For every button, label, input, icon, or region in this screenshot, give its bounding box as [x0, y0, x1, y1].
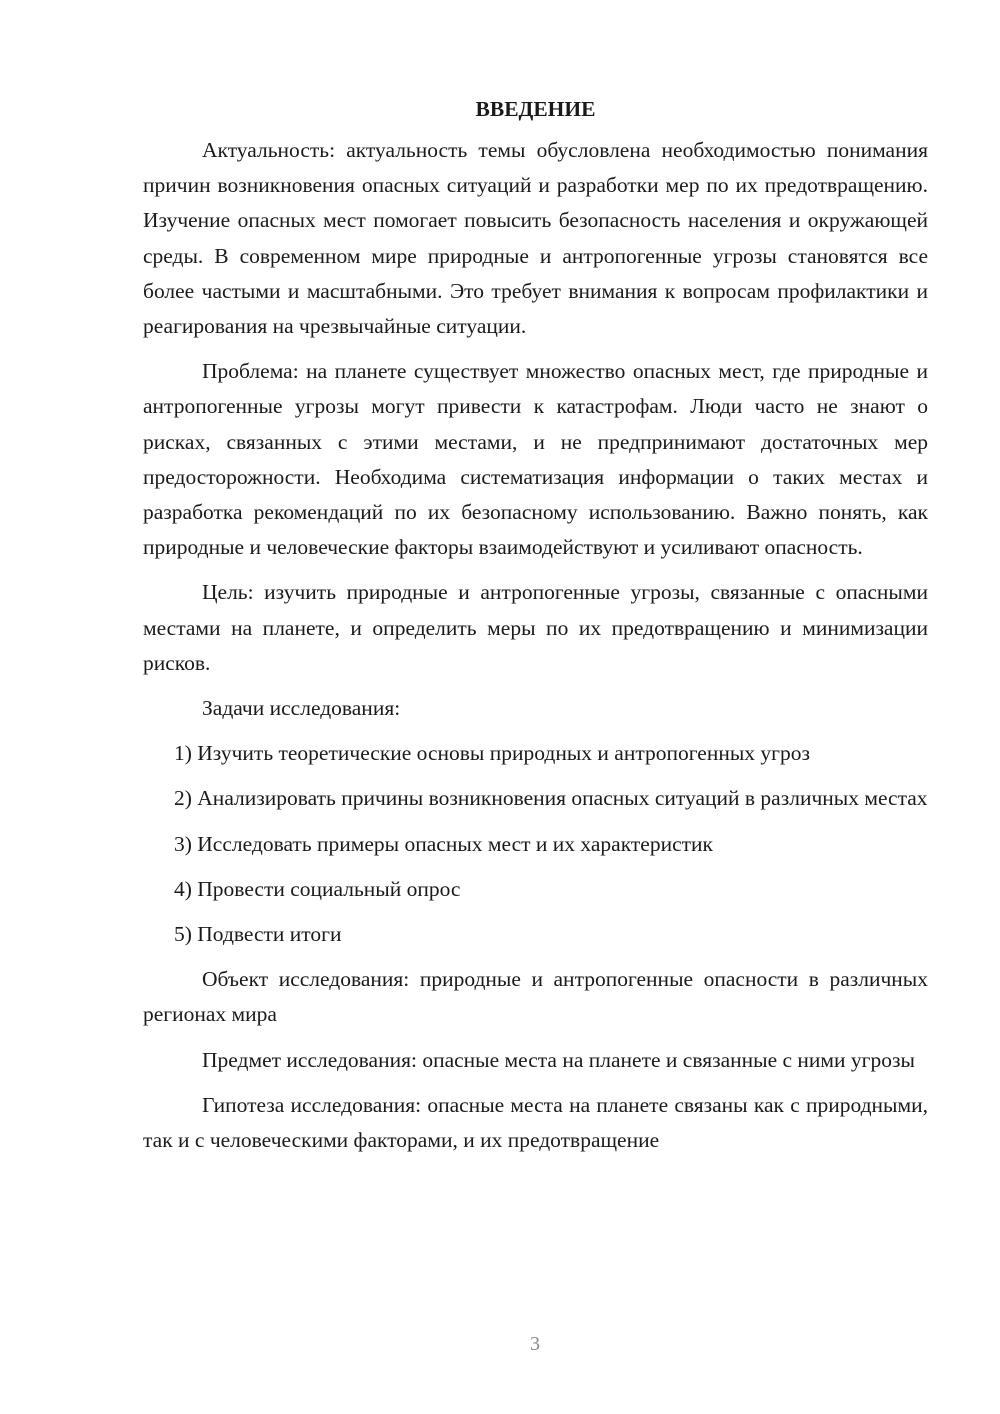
- task-item-2: 2) Анализировать причины возникновения опасных ситуаций в различных местах: [174, 786, 928, 811]
- page-number: 3: [530, 1333, 540, 1355]
- paragraph-object: Объект исследования: природные и антропогенные опасности в различных регионах мира: [143, 967, 928, 1027]
- paragraph-subject: Предмет исследования: опасные места на планете и связанные с ними угрозы: [202, 1047, 915, 1072]
- tasks-heading: Задачи исследования:: [202, 696, 401, 721]
- paragraph-goal: Цель: изучить природные и антропогенные угрозы, связанные с опасными местами на планете, и определить меры по их предотвращению и минимизации рисков.: [143, 580, 928, 675]
- paragraph-hypothesis: Гипотеза исследования: опасные места на планете связаны как с природными, так и с человеческими факторами, и их предотвращение: [143, 1092, 928, 1153]
- task-item-3: 3) Исследовать примеры опасных мест и их характеристик: [174, 831, 713, 856]
- section-title: ВВЕДЕНИЕ: [475, 97, 596, 121]
- task-item-4: 4) Провести социальный опрос: [174, 876, 461, 901]
- paragraph-relevance: Актуальность: актуальность темы обусловлена необходимостью понимания причин возникновения опасных ситуаций и разработки мер по их предотвращению. Изучение опасных мест помогает повысить безопасность населения и окружающей среды. В современном мире природные и антропогенные угрозы становятся все более частыми и масштабными. Это требует внимания к вопросам профилактики и реагирования на чрезвычайные ситуации.: [143, 138, 928, 339]
- task-item-1: 1) Изучить теоретические основы природных и антропогенных угроз: [174, 741, 810, 766]
- task-item-5: 5) Подвести итоги: [174, 922, 342, 947]
- document-page: [143, 92, 928, 1168]
- paragraph-problem: Проблема: на планете существует множество опасных мест, где природные и антропогенные угрозы могут привести к катастрофам. Люди часто не знают о рисках, связанных с этими местами, и не предпринимают достаточных мер предосторожности. Необходима систематизация информации о таких местах и разработка рекомендаций по их безопасному использованию. Важно понять, как природные и человеческие факторы взаимодействуют и усиливают опасность.: [143, 359, 928, 560]
